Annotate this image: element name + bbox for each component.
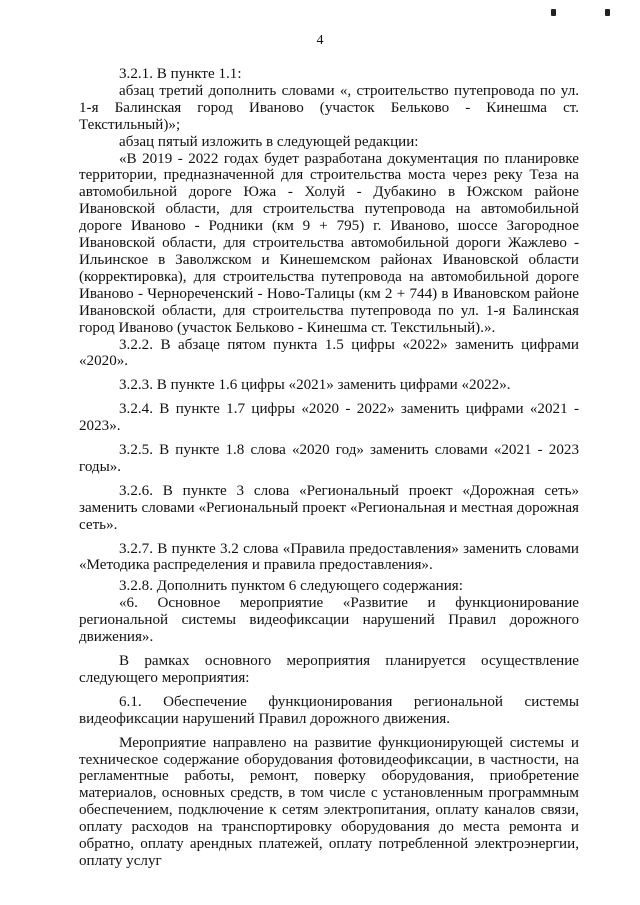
paragraph-3-2-7: 3.2.7. В пункте 3.2 слова «Правила предоставления» заменить словами «Методика распределения и правила предоставления».	[79, 540, 579, 574]
document-body	[79, 66, 579, 870]
paragraph-3-2-2: 3.2.2. В абзаце пятом пункта 1.5 цифры «2022» заменить цифрами «2020».	[79, 336, 579, 370]
paragraph-3-2-6: 3.2.6. В пункте 3 слова «Региональный проект «Дорожная сеть» заменить словами «Региональный проект «Региональная и местная дорожная сеть».	[79, 482, 579, 533]
scan-speck-mark	[605, 9, 610, 16]
paragraph-abzac-pyatyi: абзац пятый изложить в следующей редакции:	[119, 133, 419, 150]
paragraph-3-2-1: 3.2.1. В пункте 1.1:	[119, 66, 242, 82]
paragraph-v-ramkah: В рамках основного мероприятия планируется осуществление следующего мероприятия:	[79, 653, 579, 686]
paragraph-abzac-tretiy: абзац третий дополнить словами «, строительство путепровода по ул. 1-я Балинская город Иваново (участок Бельково - Кинешма ст. Текстильный)»;	[79, 82, 579, 133]
paragraph-6-1: 6.1. Обеспечение функционирования региональной системы видеофиксации нарушений Правил дорожного движения.	[79, 693, 579, 727]
paragraph-3-2-3: 3.2.3. В пункте 1.6 цифры «2021» заменить цифрами «2022».	[119, 377, 511, 394]
page-number: 4	[316, 33, 324, 48]
paragraph-meropriyatie: Мероприятие направлено на развитие функционирующей системы и техническое содержание оборудования фотовидеофиксации, в частности, на регламентные работы, ремонт, поверку оборудования, приобретение материалов, основных средств, в том числе с установленным программным обеспечением, подключение к сетям электропитания, оплату каналов связи, оплату расходов на транспортировку оборудования до места ремонта и обратно, оплату арендных платежей, оплату потребленной электроэнергии, оплату услуг	[79, 734, 579, 869]
paragraph-quote-2019-2022: «В 2019 - 2022 годах будет разработана документация по планировке территории, предназначенной для строительства моста через реку Теза на автомобильной дороге Южа - Холуй - Дубакино в Южском районе Ивановской области, для строительства путепровода на автомобильной дороге Иваново - Родники (км 9 + 795) г. Иваново, шоссе Загородное Ивановской области, для строительства автомобильной дороги Жажлево - Ильинское в Заволжском и Кинешемском районах Ивановской области (корректировка), для строительства путепровода на автомобильной дороге Иваново - Чернореченский - Ново-Талицы (км 2 + 744) в Ивановском районе Ивановской области, для строительства путепровода по ул. 1-я Балинская город Иваново (участок Бельково - Кинешма ст. Текстильный).».	[79, 150, 579, 336]
paragraph-punkt-6: «6. Основное мероприятие «Развитие и функционирование региональной системы видеофиксации нарушений Правил дорожного движения».	[79, 595, 579, 646]
scan-speck-mark	[551, 9, 556, 16]
paragraph-3-2-4: 3.2.4. В пункте 1.7 цифры «2020 - 2022» заменить цифрами «2021 - 2023».	[79, 401, 579, 435]
paragraph-3-2-8: 3.2.8. Дополнить пунктом 6 следующего содержания:	[119, 578, 463, 595]
paragraph-3-2-5: 3.2.5. В пункте 1.8 слова «2020 год» заменить словами «2021 - 2023 годы».	[79, 442, 579, 475]
